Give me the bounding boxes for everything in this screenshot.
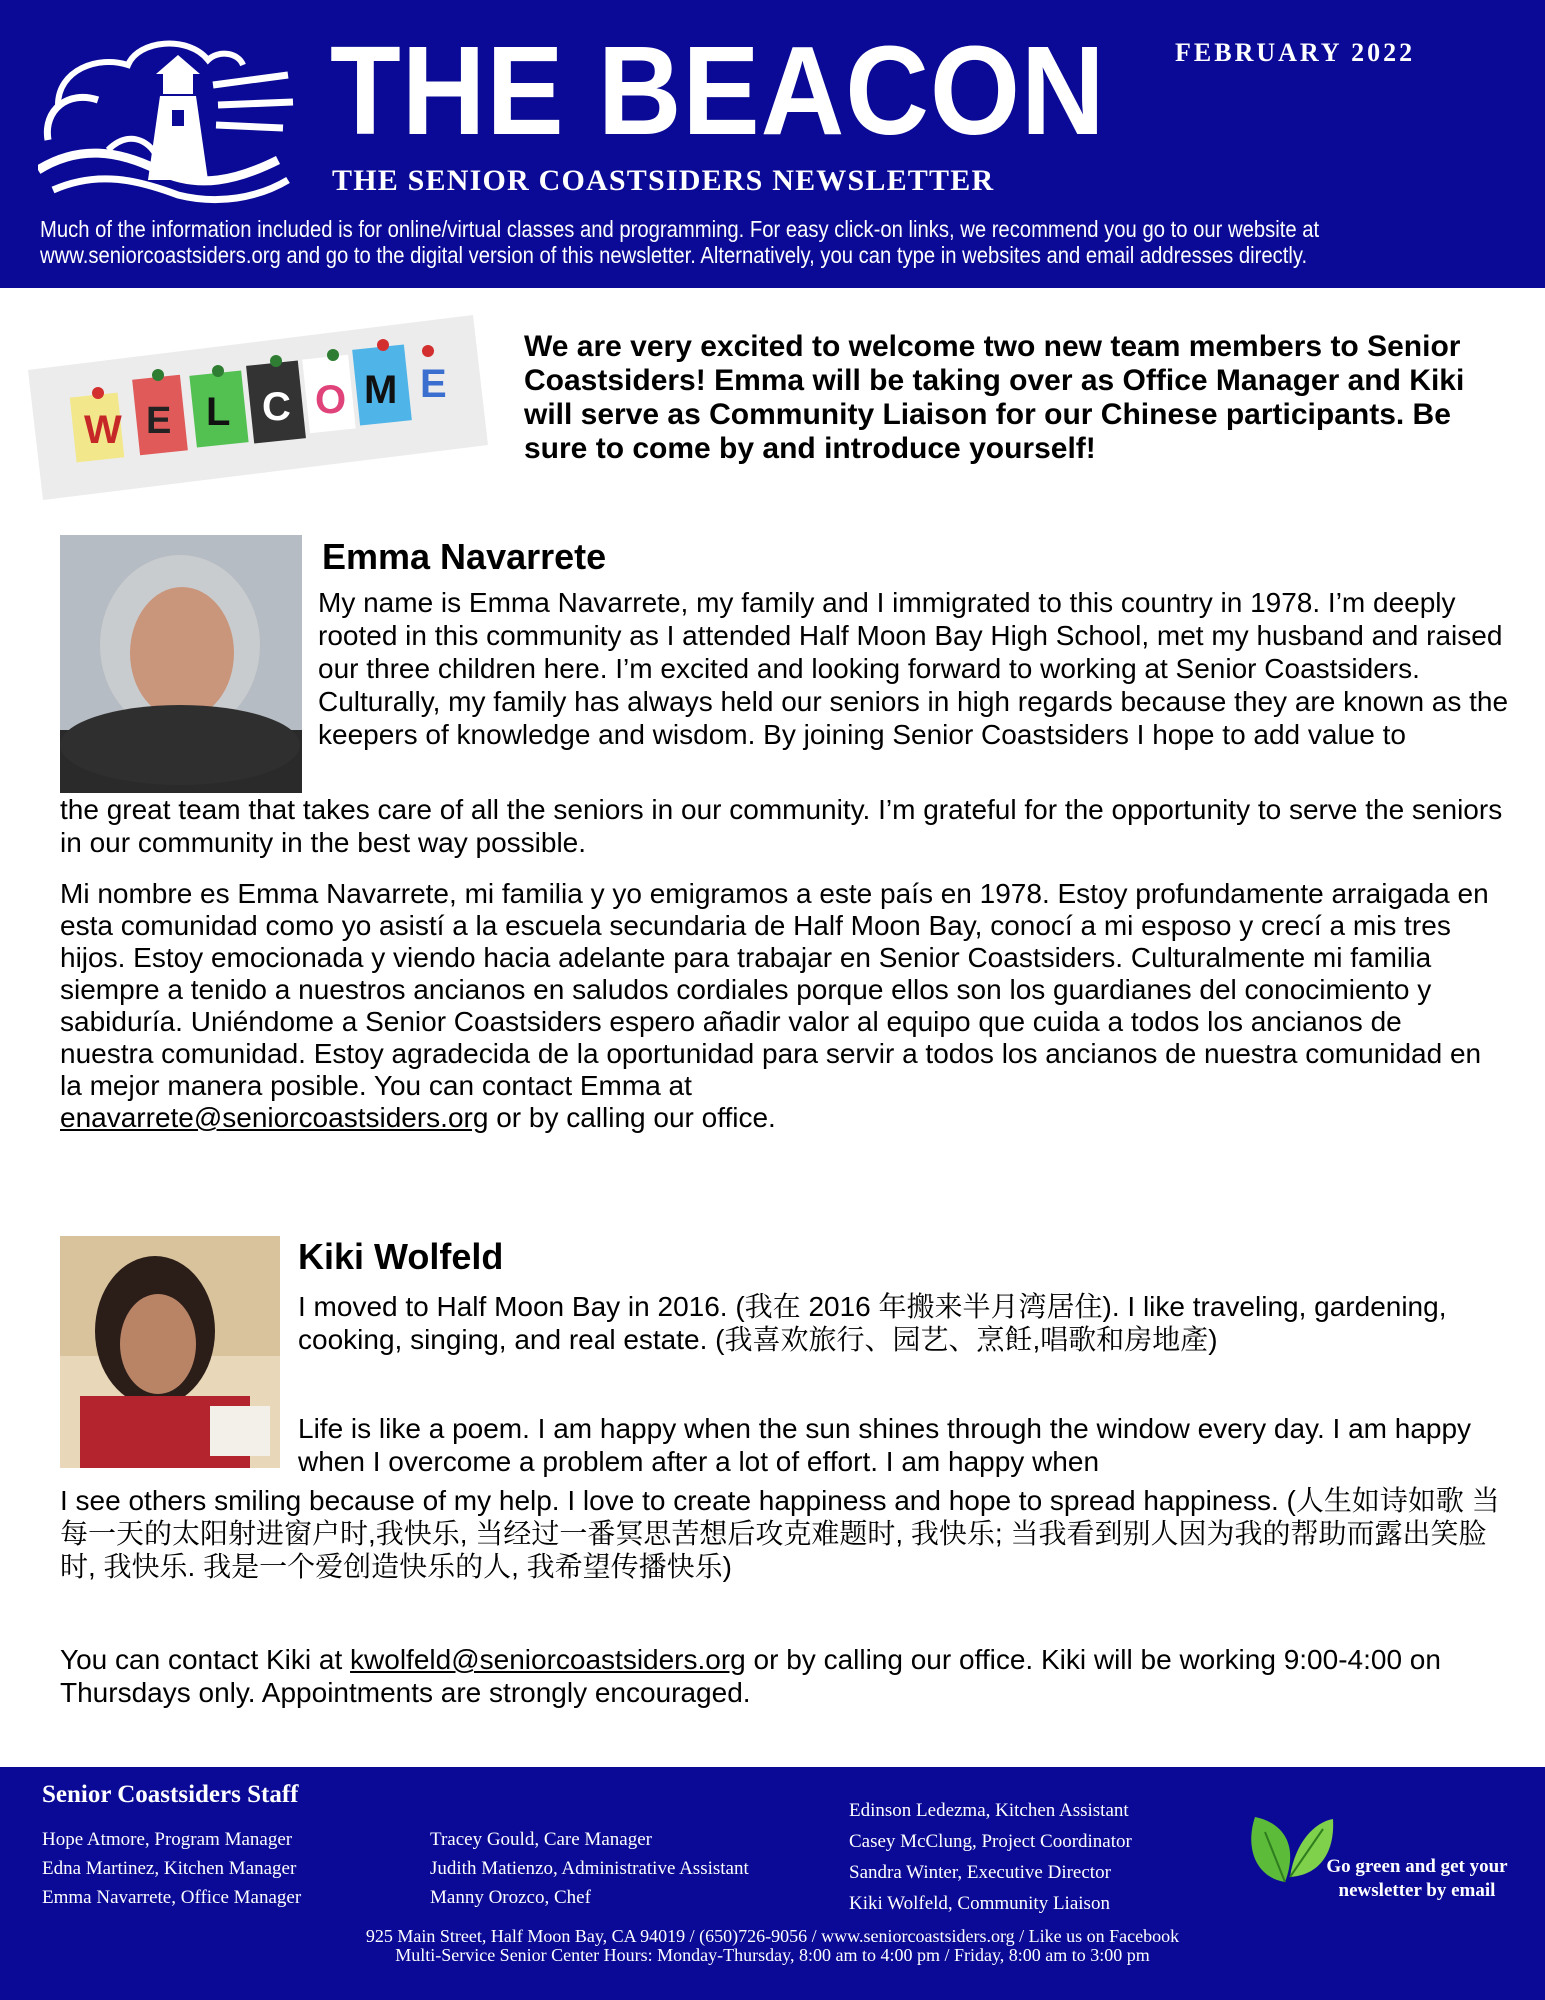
staff-member: Judith Matienzo, Administrative Assistant	[430, 1858, 749, 1879]
sign-letter: O	[315, 378, 347, 422]
staff-member: Edna Martinez, Kitchen Manager	[42, 1858, 297, 1879]
staff-member: Sandra Winter, Executive Director	[849, 1862, 1111, 1883]
staff-member: Hope Atmore, Program Manager	[42, 1829, 293, 1850]
staff-member: Kiki Wolfeld, Community Liaison	[849, 1893, 1110, 1914]
emma-email-link[interactable]: enavarrete@seniorcoastsiders.org	[60, 1102, 489, 1133]
intro-note: Much of the information included is for online/virtual classes and programming. For easy click-on links, we recommend you go to our website at www.seniorcoastsiders.org and go to the digital version of this newsletter. Alternatively, you can type in websites and email addresses directly.	[40, 216, 1320, 268]
staff-footer	[0, 1767, 1545, 2000]
sign-letter: E	[420, 362, 447, 406]
kiki-bio-poem: Life is like a poem. I am happy when the sun shines through the window every day. I am happy when I overcome a problem after a lot of effort. I am happy when	[298, 1413, 1472, 1477]
emma-name: Emma Navarrete	[322, 536, 607, 577]
lighthouse-logo	[38, 30, 303, 205]
kiki-photo	[60, 1236, 280, 1468]
emma-bio-english: My name is Emma Navarrete, my family and I immigrated to this country in 1978. I’m deeply rooted in this community as I attended Half Moon Bay High School, met my husband and raised our three children here. I’m excited and looking forward to working at Senior Coastsiders. Culturally, my family has always held our seniors in high regards because they are known as the keepers of knowledge and wisdom. By joining Senior Coastsiders I hope to add value to	[318, 587, 1509, 750]
emma-bio-spanish-text: Mi nombre es Emma Navarrete, mi familia y yo emigramos a este país en 1978. Estoy profundamente arraigada en esta comunidad como yo asistí a la escuela secundaria de Half Moon Bay, conocí a mi esposo y crecí a mis tres hijos. Estoy emocionada y viendo hacia adelante para trabajar en Senior Coastsiders. Culturalmente mi familia siempre a tenido a nuestros ancianos en saludos cordiales porque ellos son los guardianes del conocimiento y sabiduría. Uniéndome a Senior Coastsiders espero añadir valor al equipo que cuida a todos los ancianos de nuestra comunidad. Estoy agradecida de la oportunidad para servir a todos los ancianos de nuestra comunidad en la mejor manera posible. You can contact Emma at	[60, 878, 1489, 1101]
welcome-sign-image	[28, 315, 488, 500]
staff-column-1	[42, 1825, 301, 1912]
staff-member: Tracey Gould, Care Manager	[430, 1829, 652, 1850]
staff-member: Emma Navarrete, Office Manager	[42, 1887, 302, 1908]
center-address	[0, 1927, 1545, 1965]
staff-member: Manny Orozco, Chef	[430, 1887, 591, 1908]
sign-letter: C	[262, 385, 291, 429]
staff-member: Casey McClung, Project Coordinator	[849, 1831, 1132, 1852]
sign-letter: L	[206, 390, 231, 434]
hours-line: Multi-Service Senior Center Hours: Monday-Thursday, 8:00 am to 4:00 pm / Friday, 8:00 am to 3:00 pm	[395, 1945, 1150, 1965]
kiki-contact	[60, 1643, 1520, 1709]
sign-letter: M	[364, 368, 398, 412]
emma-contact-suffix: or by calling our office.	[488, 1102, 776, 1133]
go-green-message: Go green and get your newsletter by email	[1326, 1856, 1508, 1901]
staff-column-2	[430, 1825, 749, 1912]
masthead	[0, 0, 1545, 288]
welcome-announcement: We are very excited to welcome two new team members to Senior Coastsiders! Emma will be taking over as Office Manager and Kiki will serve as Community Liaison for our Chinese participants. Be sure to come by and introduce yourself!	[524, 330, 1465, 465]
sign-letter: E	[146, 400, 172, 442]
kiki-contact-prefix: You can contact Kiki at	[60, 1644, 351, 1675]
kiki-bio-poem-continued: I see others smiling because of my help. I love to create happiness and hope to spread happiness. (人生如诗如歌 当每一天的太阳射进窗户时,我快乐, 当经过一番冥思苦想后攻克难题时, 我快乐; 当我看到别人因为我的帮助而露出笑脸时, 我快乐. 我是一个爱创造快乐的人, 我希望传播快乐)	[60, 1485, 1500, 1582]
staff-title: Senior Coastsiders Staff	[42, 1781, 299, 1808]
newsletter-title: THE BEACON	[330, 20, 1106, 161]
kiki-bio-intro: I moved to Half Moon Bay in 2016. (我在 2016 年搬来半月湾居住). I like traveling, gardening, cooking, singing, and real estate. (我喜欢旅行、园艺、烹飪,唱歌和房地產)	[298, 1291, 1447, 1355]
emma-bio-english-continued: the great team that takes care of all the seniors in our community. I’m grateful for the opportunity to serve the seniors in our community in the best way possible.	[60, 794, 1503, 858]
issue-date: FEBRUARY 2022	[1175, 38, 1416, 67]
staff-column-3	[849, 1795, 1132, 1919]
address-line: 925 Main Street, Half Moon Bay, CA 94019 / (650)726-9056 / www.seniorcoastsiders.org / Like us on Facebook	[365, 1926, 1180, 1946]
newsletter-subtitle: THE SENIOR COASTSIDERS NEWSLETTER	[332, 164, 995, 197]
staff-member: Edinson Ledezma, Kitchen Assistant	[849, 1800, 1129, 1821]
emma-photo	[60, 535, 302, 793]
kiki-email-link[interactable]: kwolfeld@seniorcoastsiders.org	[350, 1644, 746, 1675]
emma-bio-spanish	[60, 878, 1500, 1134]
kiki-contact-suffix: or by calling our office. Kiki will be working 9:00-4:00 on Thursdays only. Appointments are strongly encouraged.	[60, 1644, 1441, 1708]
sign-letter: W	[84, 408, 122, 452]
kiki-name: Kiki Wolfeld	[298, 1236, 504, 1277]
